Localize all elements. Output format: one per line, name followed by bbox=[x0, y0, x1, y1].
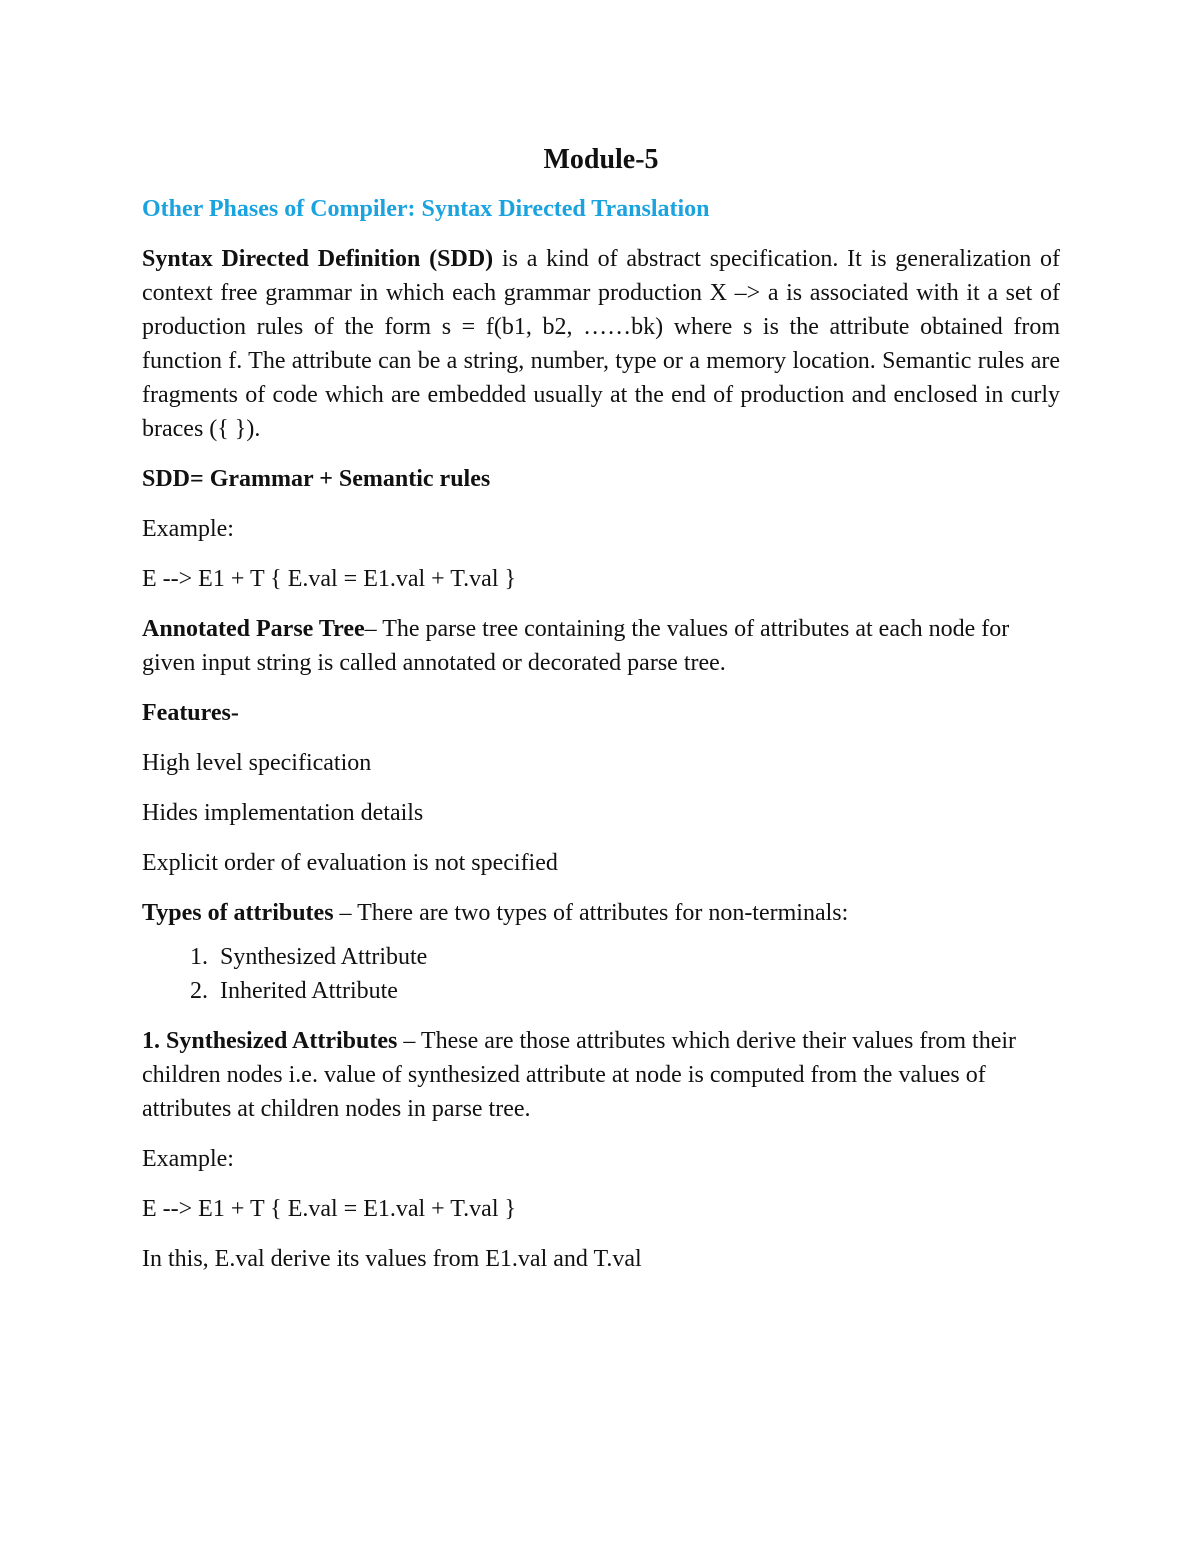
sdd-term: Syntax Directed Definition (SDD) bbox=[142, 246, 494, 272]
feature-item: Explicit order of evaluation is not specified bbox=[142, 850, 558, 876]
types-term: Types of attributes bbox=[142, 900, 334, 926]
types-text: – There are two types of attributes for non-terminals: bbox=[333, 900, 849, 926]
sdd-definition-paragraph bbox=[142, 242, 1060, 446]
page-title: Module-5 bbox=[543, 144, 659, 175]
annotated-term: Annotated Parse Tree bbox=[142, 616, 365, 642]
sdd-formula: SDD= Grammar + Semantic rules bbox=[142, 466, 491, 492]
types-of-attributes-paragraph bbox=[142, 896, 1060, 930]
feature-item: Hides implementation details bbox=[142, 800, 424, 826]
annotated-parse-tree-paragraph bbox=[142, 612, 1060, 680]
features-heading: Features- bbox=[142, 700, 239, 726]
synthesized-attributes-paragraph bbox=[142, 1024, 1060, 1126]
example-code-1: E --> E1 + T { E.val = E1.val + T.val } bbox=[142, 566, 517, 592]
example-label-2: Example: bbox=[142, 1146, 234, 1172]
document-page bbox=[142, 140, 1060, 1292]
example-label-1: Example: bbox=[142, 516, 234, 542]
feature-item: High level specification bbox=[142, 750, 372, 776]
synthesized-term: 1. Synthesized Attributes bbox=[142, 1028, 398, 1054]
synthesized-text: – These are those attributes which derive their values from their children nodes i.e. value of synthesized attribute at node is computed from the values of attributes at children nodes in parse tree. bbox=[142, 1028, 1017, 1122]
example-code-2: E --> E1 + T { E.val = E1.val + T.val } bbox=[142, 1196, 517, 1222]
annotated-text: – The parse tree containing the values of attributes at each node for given input string is called annotated or decorated parse tree. bbox=[142, 616, 1010, 676]
section-subtitle: Other Phases of Compiler: Syntax Directed Translation bbox=[142, 196, 710, 222]
closing-sentence: In this, E.val derive its values from E1.val and T.val bbox=[142, 1246, 642, 1272]
attribute-types-list bbox=[142, 940, 1060, 1008]
sdd-definition-text: is a kind of abstract specification. It is generalization of context free grammar in which each grammar production X –> a is associated with it a set of production rules of the form s = f(b1, b2, ……bk) where s is the attribute obtained from function f. The attribute can be a string, number, type or a memory location. Semantic rules are fragments of code which are embedded usually at the end of production and enclosed in curly braces ({ }). bbox=[142, 246, 1060, 442]
list-item: 2. Inherited Attribute bbox=[214, 974, 1060, 1008]
list-item: 1. Synthesized Attribute bbox=[214, 940, 1060, 974]
